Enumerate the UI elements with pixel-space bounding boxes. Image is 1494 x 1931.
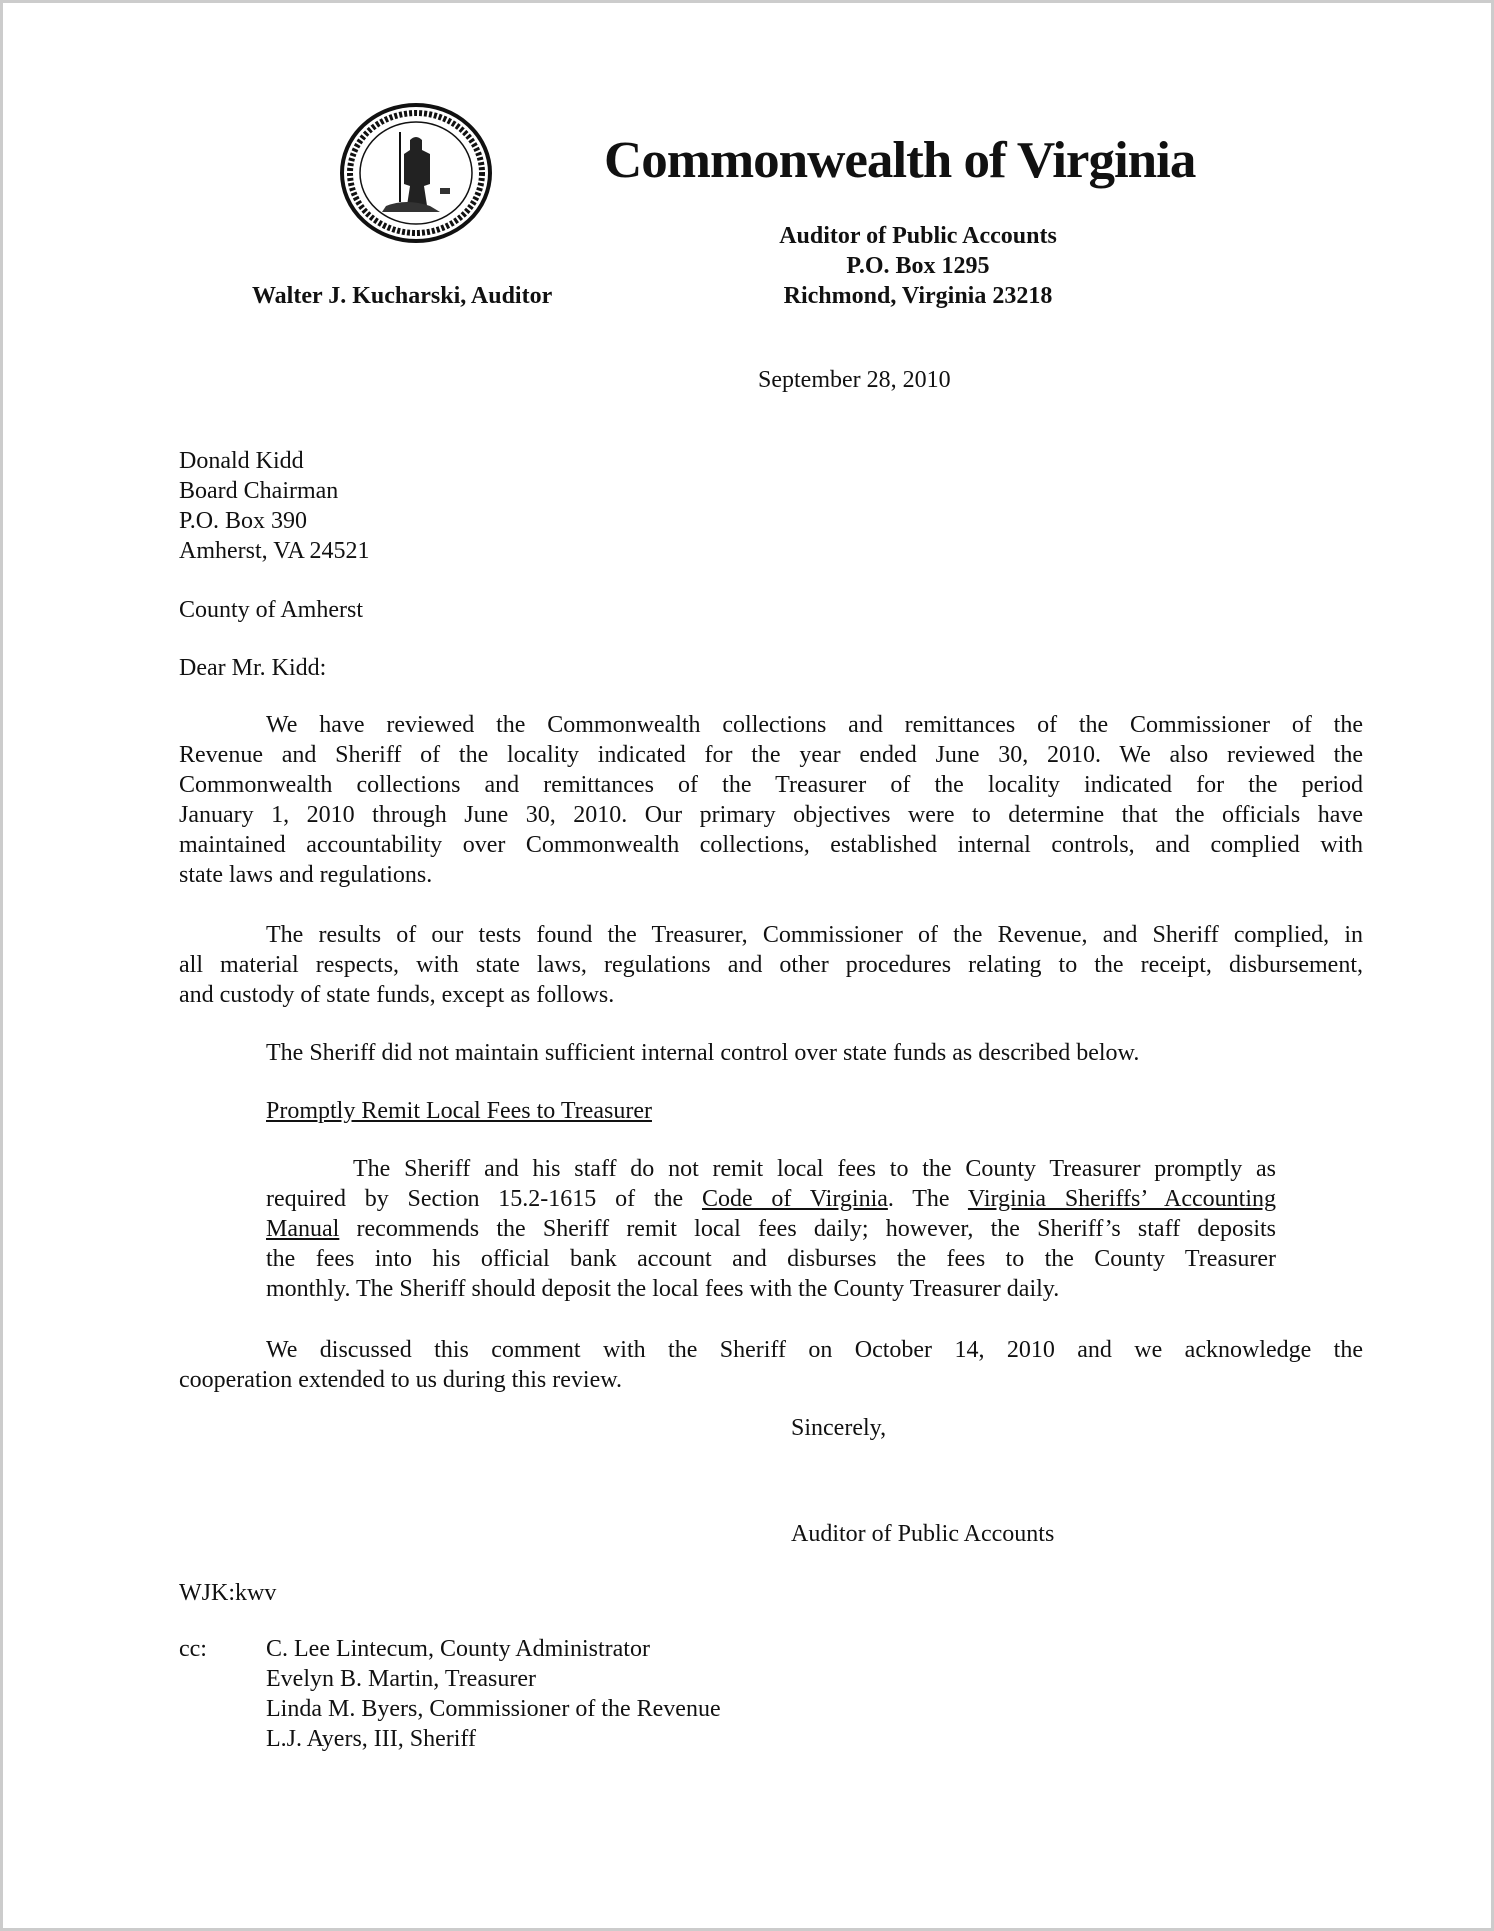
letterhead-title: Commonwealth of Virginia: [604, 132, 1196, 189]
auditor-name: Walter J. Kucharski, Auditor: [252, 283, 553, 309]
text-segment: The results of our tests found the Treasurer, Commissioner of the Revenue, and Sheriff complied, in: [266, 922, 1363, 948]
letter-page: [3, 3, 1491, 1928]
finding-heading: Promptly Remit Local Fees to Treasurer: [266, 1098, 652, 1124]
text-segment: Revenue and Sheriff of the locality indicated for the year ended June 30, 2010. We also reviewed the: [179, 742, 1363, 768]
closing-paragraph: [179, 1335, 1363, 1395]
paragraph-2: [179, 920, 1363, 1010]
office-city: Richmond, Virginia 23218: [783, 283, 1053, 309]
text-line: [179, 1335, 1363, 1365]
text-line: [179, 770, 1363, 800]
text-line: [179, 800, 1363, 830]
recipient-address: [179, 446, 369, 566]
text-line: [179, 1365, 1363, 1395]
text-line: [179, 740, 1363, 770]
cc-label: cc:: [179, 1636, 207, 1662]
paragraph-1: [179, 710, 1363, 890]
signature: Auditor of Public Accounts: [791, 1521, 1055, 1547]
text-line: [266, 1154, 1276, 1184]
text-line: [179, 980, 1363, 1010]
cc-item: Evelyn B. Martin, Treasurer: [266, 1666, 536, 1692]
text-segment: monthly. The Sheriff should deposit the local fees with the County Treasurer daily.: [266, 1276, 1060, 1302]
text-segment: all material respects, with state laws, regulations and other procedures relating to the receipt, disbursement,: [179, 952, 1363, 978]
finding-intro: The Sheriff did not maintain sufficient internal control over state funds as described below.: [266, 1040, 1140, 1066]
cc-item: L.J. Ayers, III, Sheriff: [266, 1726, 476, 1752]
cc-list: [266, 1634, 721, 1754]
text-line: [179, 920, 1363, 950]
text-segment: state laws and regulations.: [179, 862, 433, 888]
text-segment: maintained accountability over Commonwealth collections, established internal controls, and complied with: [179, 832, 1363, 858]
office-name: Auditor of Public Accounts: [779, 223, 1057, 249]
text-line: [179, 710, 1363, 740]
cc-item: C. Lee Lintecum, County Administrator: [266, 1636, 650, 1662]
text-segment: and custody of state funds, except as follows.: [179, 982, 615, 1008]
recipient-line: Board Chairman: [179, 478, 339, 504]
text-segment: the fees into his official bank account and disburses the fees to the County Treasurer: [266, 1246, 1276, 1272]
text-segment: We have reviewed the Commonwealth collections and remittances of the Commissioner of the: [266, 712, 1363, 738]
recipient-line: P.O. Box 390: [179, 508, 308, 534]
text-line: [179, 950, 1363, 980]
text-segment: Commonwealth collections and remittances of the Treasurer of the locality indicated for the period: [179, 772, 1363, 798]
cc-item: Linda M. Byers, Commissioner of the Revenue: [266, 1696, 721, 1722]
text-line: [266, 1214, 1276, 1244]
finding-body: [266, 1154, 1276, 1304]
closing: Sincerely,: [791, 1415, 887, 1441]
virginia-seal-logo: [338, 102, 494, 244]
text-segment: The Sheriff and his staff do not remit local fees to the County Treasurer promptly as: [353, 1156, 1276, 1182]
text-segment: cooperation extended to us during this review.: [179, 1367, 622, 1393]
recipient-line: Donald Kidd: [179, 448, 304, 474]
underlined-citation: Virginia Sheriffs’ Accounting: [967, 1186, 1277, 1212]
underlined-citation: Code of Virginia: [701, 1186, 888, 1212]
text-segment: We discussed this comment with the Sheriff on October 14, 2010 and we acknowledge the: [266, 1337, 1363, 1363]
text-segment: required by Section 15.2-1615 of the: [266, 1186, 702, 1212]
text-line: [266, 1184, 1276, 1214]
salutation: Dear Mr. Kidd:: [179, 655, 327, 681]
text-line: [266, 1274, 1276, 1304]
text-line: [266, 1244, 1276, 1274]
text-segment: recommends the Sheriff remit local fees daily; however, the Sheriff’s staff deposits: [339, 1216, 1276, 1242]
locality: County of Amherst: [179, 597, 363, 623]
text-line: [179, 830, 1363, 860]
text-segment: January 1, 2010 through June 30, 2010. Our primary objectives were to determine that the officials have: [179, 802, 1363, 828]
text-line: [179, 860, 1363, 890]
initials: WJK:kwv: [179, 1580, 277, 1606]
office-po-box: P.O. Box 1295: [846, 253, 990, 279]
letter-date: September 28, 2010: [758, 367, 951, 393]
underlined-citation: Manual: [266, 1216, 340, 1242]
text-segment: . The: [887, 1186, 968, 1212]
recipient-line: Amherst, VA 24521: [179, 538, 370, 564]
